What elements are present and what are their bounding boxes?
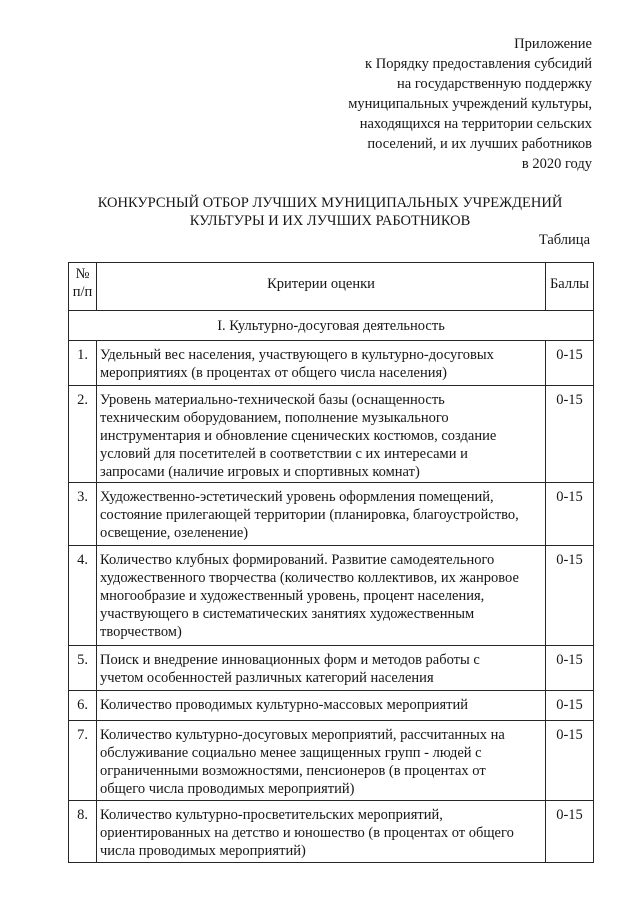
criterion-text-line: Количество культурно-просветительских мероприятий,	[100, 807, 443, 823]
table-row	[69, 691, 594, 721]
criterion-text	[97, 721, 546, 801]
column-header-number-line: п/п	[72, 284, 93, 300]
column-header-number	[69, 263, 97, 311]
document-title	[68, 194, 592, 230]
column-header-criteria: Критерии оценки	[97, 263, 546, 311]
appendix-line: муниципальных учреждений культуры,	[348, 96, 592, 112]
criterion-text-line: числа проводимых мероприятий)	[100, 843, 306, 859]
table-row	[69, 386, 594, 483]
criterion-text-line: условий для посетителей в соответствии с их интересами и	[100, 446, 468, 462]
appendix-line: Приложение	[514, 36, 592, 52]
criterion-text-line: художественного творчества (количество коллективов, их жанровое	[100, 570, 519, 586]
column-header-score: Баллы	[546, 263, 594, 311]
table-row	[69, 483, 594, 546]
row-score: 0-15	[546, 386, 594, 483]
criterion-text	[97, 483, 546, 546]
criterion-text	[97, 546, 546, 646]
table-header-row	[69, 263, 594, 311]
table-row	[69, 646, 594, 691]
row-score: 0-15	[546, 691, 594, 721]
title-line: КУЛЬТУРЫ И ИХ ЛУЧШИХ РАБОТНИКОВ	[189, 213, 471, 229]
appendix-line: на государственную поддержку	[397, 76, 592, 92]
criterion-text	[97, 646, 546, 691]
row-score: 0-15	[546, 546, 594, 646]
row-number: 3.	[69, 483, 97, 546]
criterion-text-line: запросами (наличие игровых и спортивных комнат)	[100, 464, 420, 480]
section-title: I. Культурно-досуговая деятельность	[69, 311, 594, 341]
criterion-text-line: многообразие и художественный уровень, процент населения,	[100, 588, 485, 604]
criterion-text-line: Удельный вес населения, участвующего в культурно-досуговых	[100, 347, 494, 363]
criterion-text-line: Количество культурно-досуговых мероприятий, рассчитанных на	[100, 727, 505, 743]
criterion-text-line: освещение, озеленение)	[100, 525, 249, 541]
criterion-text-line: обслуживание социально менее защищенных групп - людей с	[100, 745, 482, 761]
criterion-text	[97, 386, 546, 483]
row-number: 4.	[69, 546, 97, 646]
row-number: 1.	[69, 341, 97, 386]
row-number: 5.	[69, 646, 97, 691]
table-label: Таблица	[538, 232, 590, 248]
column-header-number-line: №	[75, 266, 90, 282]
criteria-table	[68, 262, 594, 863]
row-score: 0-15	[546, 483, 594, 546]
section-row	[69, 311, 594, 341]
table-row	[69, 341, 594, 386]
row-number: 2.	[69, 386, 97, 483]
criterion-text	[97, 341, 546, 386]
criterion-text-line: техническим оборудованием, пополнение музыкального	[100, 410, 449, 426]
criterion-text-line: Художественно-эстетический уровень оформления помещений,	[100, 489, 494, 505]
row-score: 0-15	[546, 646, 594, 691]
criterion-text-line: участвующего в систематических занятиях художественным	[100, 606, 475, 622]
criterion-text-line: Количество клубных формирований. Развитие самодеятельного	[100, 552, 495, 568]
criterion-text-line: общего числа проводимых мероприятий)	[100, 781, 355, 797]
criterion-text-line: мероприятиях (в процентах от общего числа населения)	[100, 365, 447, 381]
table-row	[69, 546, 594, 646]
table-row	[69, 721, 594, 801]
row-number: 7.	[69, 721, 97, 801]
row-number: 8.	[69, 801, 97, 863]
criterion-text	[97, 691, 546, 721]
criterion-text-line: учетом особенностей различных категорий населения	[100, 670, 434, 686]
appendix-line: к Порядку предоставления субсидий	[365, 56, 592, 72]
appendix-line: поселений, и их лучших работников	[367, 136, 592, 152]
row-score: 0-15	[546, 721, 594, 801]
criterion-text-line: ориентированных на детство и юношество (в процентах от общего	[100, 825, 514, 841]
title-line: КОНКУРСНЫЙ ОТБОР ЛУЧШИХ МУНИЦИПАЛЬНЫХ УЧРЕЖДЕНИЙ	[97, 195, 563, 211]
criterion-text-line: Уровень материально-технической базы (оснащенность	[100, 392, 445, 408]
appendix-line: в 2020 году	[521, 156, 592, 172]
criterion-text-line: ограниченными возможностями, пенсионеров (в процентах от	[100, 763, 486, 779]
criterion-text-line: творчеством)	[100, 624, 182, 640]
criterion-text-line: состояние прилегающей территории (планировка, благоустройство,	[100, 507, 519, 523]
row-number: 6.	[69, 691, 97, 721]
criterion-text-line: Количество проводимых культурно-массовых мероприятий	[100, 697, 468, 713]
criterion-text	[97, 801, 546, 863]
appendix-note	[348, 34, 592, 174]
table-row	[69, 801, 594, 863]
row-score: 0-15	[546, 341, 594, 386]
criterion-text-line: Поиск и внедрение инновационных форм и методов работы с	[100, 652, 480, 668]
appendix-line: находящихся на территории сельских	[359, 116, 592, 132]
row-score: 0-15	[546, 801, 594, 863]
criterion-text-line: инструментария и обновление сценических костюмов, создание	[100, 428, 497, 444]
